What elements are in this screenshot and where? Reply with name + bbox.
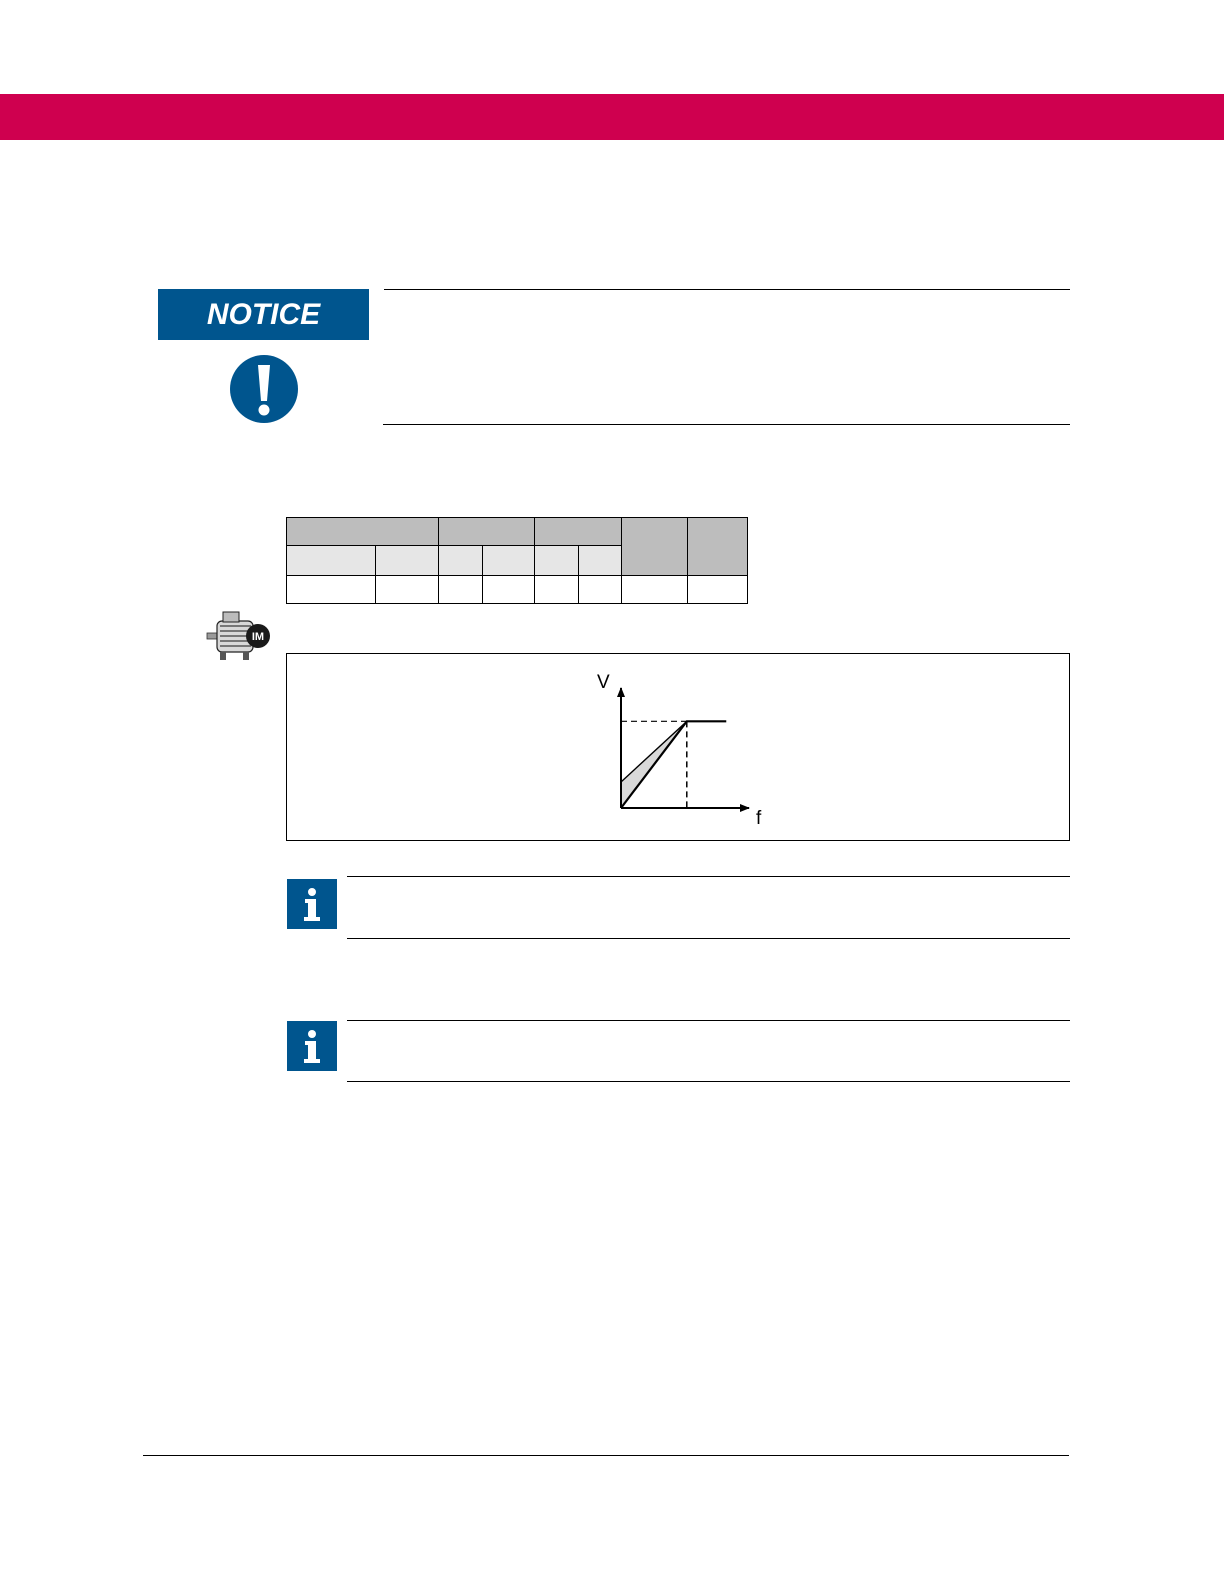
parameter-table: [286, 517, 748, 604]
table-group-header: [688, 518, 748, 576]
series-line-characteristic-boosted: [621, 721, 687, 782]
motor-badge: IM: [251, 631, 265, 643]
table-group-header: [622, 518, 688, 576]
info-icon: [287, 1021, 337, 1071]
exclamation-circle-icon: [228, 353, 300, 425]
table-subheader: [375, 546, 438, 576]
table-cell: [483, 576, 535, 604]
header-band: [0, 94, 1224, 140]
table-cell: [688, 576, 748, 604]
info-note-top-rule: [347, 1020, 1070, 1021]
footer-rule: [143, 1455, 1069, 1456]
notice-top-rule: [384, 289, 1070, 290]
table-group-header: [535, 518, 622, 546]
info-note-bottom-rule: [347, 1081, 1070, 1082]
table-subheader: [439, 546, 483, 576]
table-cell: [287, 576, 376, 604]
table-cell: [375, 576, 438, 604]
notice-bottom-rule: [383, 424, 1070, 425]
table-subheader: [483, 546, 535, 576]
table-cell: [535, 576, 579, 604]
x-axis-label: f: [756, 808, 762, 829]
notice-label: NOTICE: [158, 289, 369, 340]
info-icon: [287, 879, 337, 929]
table-cell: [439, 576, 483, 604]
y-axis-label: V: [597, 672, 610, 693]
vf-chart: [580, 660, 770, 832]
table-cell: [622, 576, 688, 604]
table-cell: [579, 576, 622, 604]
table-subheader: [287, 546, 376, 576]
info-note-top-rule: [347, 876, 1070, 877]
table-subheader: [579, 546, 622, 576]
table-subheader: [535, 546, 579, 576]
table-group-header: [287, 518, 439, 546]
info-note-bottom-rule: [347, 938, 1070, 939]
asynchronous-motor-icon: [205, 606, 271, 664]
table-group-header: [439, 518, 535, 546]
